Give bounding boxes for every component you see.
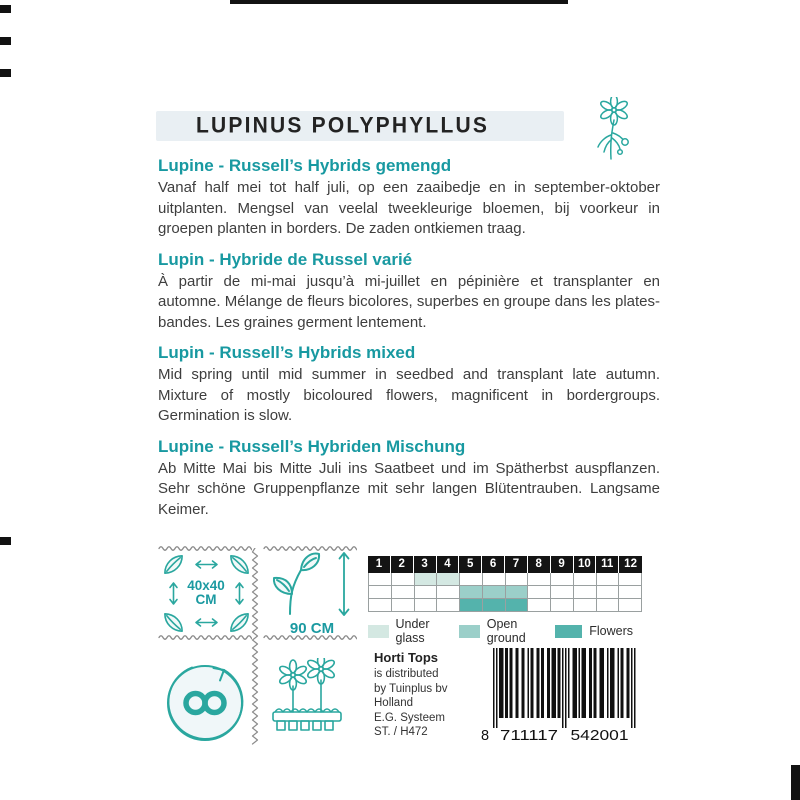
calendar-cell <box>506 573 529 586</box>
barcode-bar <box>600 648 605 718</box>
distributor-line: E.G. Systeem <box>374 711 445 724</box>
calendar-row-under-glass <box>369 573 642 586</box>
flower-sketch-icon <box>586 97 634 161</box>
section-body: Ab Mitte Mai bis Mitte Juli ins Saatbeet und im Spätherbst auspflanzen. Sehr schöne Gruppenpflanze mit sehr langen Blütentrauben. Langsame Keimer. <box>158 459 660 518</box>
barcode-digits: 711117 <box>500 728 558 744</box>
leaf-icon <box>228 553 251 576</box>
calendar-cell <box>574 586 597 599</box>
calendar-cell <box>415 573 438 586</box>
print-mark-top <box>230 0 568 4</box>
height-label: 90 CM <box>289 620 335 637</box>
barcode-bar <box>510 648 513 718</box>
arrow-vertical-icon <box>168 580 179 607</box>
barcode-bar <box>579 648 581 718</box>
calendar-cell <box>551 599 574 612</box>
description-sections <box>158 156 660 530</box>
section-en <box>158 343 660 427</box>
section-heading: Lupine - Russell’s Hybrids gemengd <box>158 156 452 175</box>
print-mark-bottom-right <box>791 765 800 800</box>
calendar-cell <box>506 599 529 612</box>
sprout-icon <box>266 550 324 616</box>
legend-swatch <box>368 625 389 638</box>
plant-spacing-icon <box>158 550 254 638</box>
print-mark-left-3 <box>0 69 11 77</box>
barcode-bar <box>558 648 561 718</box>
section-heading: Lupin - Russell’s Hybrids mixed <box>158 343 416 362</box>
barcode-bar <box>621 648 624 718</box>
calendar-legend <box>368 617 646 645</box>
distributor-name: Horti Tops <box>374 650 439 665</box>
barcode-bar <box>522 648 525 718</box>
wavy-line <box>158 544 252 553</box>
leaf-icon <box>228 611 251 634</box>
legend-item <box>459 617 542 645</box>
barcode-bar <box>627 648 630 718</box>
calendar-cell <box>619 586 642 599</box>
legend-swatch <box>459 625 480 638</box>
legend-item <box>555 624 633 638</box>
wavy-line <box>263 544 357 553</box>
barcode-bar <box>537 648 540 718</box>
latin-name: LUPINUS POLYPHYLLUS <box>196 113 490 138</box>
section-body: Vanaf half mei tot half juli, op een zaaibedje en in september-oktober uitplanten. Mengsel van veelal tweekleurige bloemen, bij voorkeur in groepen planten in borders. De zaden ontkiemen traag. <box>158 179 660 237</box>
arrow-vertical-icon <box>234 580 245 607</box>
month-header-cell: 8 <box>528 556 551 573</box>
legend-item <box>368 617 446 645</box>
barcode-digits: 8 <box>480 728 490 744</box>
month-header-cell: 3 <box>414 556 437 573</box>
latin-name-banner <box>156 111 564 141</box>
calendar-cell <box>369 599 392 612</box>
calendar-cell <box>597 599 620 612</box>
leaf-icon <box>162 611 185 634</box>
calendar-body <box>368 573 642 612</box>
section-fr <box>158 250 660 334</box>
calendar-cell <box>551 573 574 586</box>
calendar-cell <box>392 599 415 612</box>
barcode-bar <box>528 648 530 718</box>
distributor-lines <box>374 667 448 739</box>
arrow-horizontal-icon <box>193 559 220 570</box>
legend-label: Open ground <box>486 617 526 645</box>
divider-squiggle <box>251 548 259 746</box>
calendar-row-open-ground <box>369 586 642 599</box>
section-body: À partir de mi-mai jusqu’à mi-juillet en pépinière et transplanter en automne. Mélange de fleurs bicolores, superbes en groupe dans les plates-bandes. Les graines germent lentement. <box>158 272 660 331</box>
barcode-bar <box>499 648 504 718</box>
calendar-cell <box>574 599 597 612</box>
section-heading: Lupine - Russell’s Hybriden Mischung <box>158 436 466 456</box>
barcode-bar <box>594 648 597 718</box>
barcode-bar <box>505 648 508 718</box>
calendar-cell <box>460 599 483 612</box>
calendar-cell <box>619 599 642 612</box>
month-header-cell: 4 <box>437 556 460 573</box>
print-mark-left-1 <box>0 5 11 13</box>
spacing-unit: CM <box>195 592 217 607</box>
barcode-bar <box>607 648 609 718</box>
calendar-row-flowers <box>369 599 642 612</box>
barcode-bar <box>547 648 550 718</box>
perennial-icon <box>162 655 248 745</box>
arrow-horizontal-icon <box>193 617 220 628</box>
divider-squiggle-path <box>253 548 258 744</box>
barcode-bar <box>589 648 592 718</box>
distributor-line: is distributed <box>374 668 439 681</box>
calendar-cell <box>619 573 642 586</box>
barcode-bar <box>631 648 633 728</box>
calendar-cell <box>597 573 620 586</box>
barcode-bar <box>565 648 567 728</box>
barcode-bar <box>516 648 519 718</box>
barcode-bar <box>618 648 620 718</box>
sowing-calendar <box>368 556 642 612</box>
barcode-bar <box>573 648 578 718</box>
calendar-month-header <box>368 556 642 573</box>
height-arrow-icon <box>336 550 352 618</box>
barcode-bar <box>610 648 615 718</box>
month-header-cell: 10 <box>574 556 597 573</box>
wavy-line <box>263 633 357 642</box>
calendar-cell <box>528 573 551 586</box>
distributor-line: ST. / H472 <box>374 726 428 739</box>
barcode-bar <box>541 648 544 718</box>
calendar-cell <box>574 573 597 586</box>
leaf-icon <box>162 553 185 576</box>
seed-tray-icon <box>269 658 345 738</box>
section-body: Mid spring until mid summer in seedbed and transplant late autumn. Mixture of mostly bicoloured flowers, magnificent in bordergroups. Germination is slow. <box>158 366 660 424</box>
calendar-cell <box>392 586 415 599</box>
spacing-label <box>187 579 225 607</box>
section-heading: Lupin - Hybride de Russel varié <box>158 249 413 269</box>
calendar-cell <box>369 573 392 586</box>
barcode-digits: 542001 <box>570 728 629 744</box>
month-header-cell: 11 <box>596 556 619 573</box>
month-header-cell: 2 <box>391 556 414 573</box>
calendar-cell <box>437 599 460 612</box>
month-header-cell: 12 <box>624 558 637 570</box>
distributor-line: Holland <box>374 697 413 710</box>
wavy-line <box>158 633 252 642</box>
legend-label: Flowers <box>589 624 633 638</box>
calendar-cell <box>437 586 460 599</box>
section-nl <box>158 156 660 240</box>
plant-height-icon <box>264 550 360 642</box>
calendar-cell <box>483 599 506 612</box>
calendar-cell <box>483 586 506 599</box>
barcode-bar <box>582 648 587 718</box>
calendar-cell <box>528 586 551 599</box>
distributor-info <box>374 651 448 739</box>
barcode-bar <box>493 648 495 728</box>
calendar-cell <box>460 573 483 586</box>
barcode-bar <box>531 648 534 718</box>
print-mark-left-4 <box>0 537 11 545</box>
calendar-cell <box>597 586 620 599</box>
barcode-bar <box>568 648 570 718</box>
calendar-cell <box>528 599 551 612</box>
calendar-cell <box>392 573 415 586</box>
legend-label: Under glass <box>395 617 430 645</box>
month-header-cell: 6 <box>482 556 505 573</box>
barcode-bar <box>634 648 636 728</box>
print-mark-left-2 <box>0 37 11 45</box>
barcode-bar <box>496 648 498 728</box>
calendar-cell <box>437 573 460 586</box>
month-header-cell: 5 <box>459 556 482 573</box>
calendar-cell <box>415 586 438 599</box>
calendar-cell <box>460 586 483 599</box>
spacing-value: 40x40 <box>187 578 225 593</box>
section-de <box>158 437 660 521</box>
calendar-cell <box>415 599 438 612</box>
calendar-cell <box>369 586 392 599</box>
legend-swatch <box>555 625 582 638</box>
month-header-cell: 9 <box>551 556 574 573</box>
calendar-cell <box>506 586 529 599</box>
month-header-cell: 1 <box>368 556 391 573</box>
calendar-cell <box>551 586 574 599</box>
barcode-bar <box>552 648 557 718</box>
barcode <box>477 646 645 744</box>
calendar-cell <box>483 573 506 586</box>
distributor-line: by Tuinplus bv <box>374 682 448 695</box>
barcode-bar <box>562 648 564 728</box>
month-header-cell: 7 <box>505 556 528 573</box>
